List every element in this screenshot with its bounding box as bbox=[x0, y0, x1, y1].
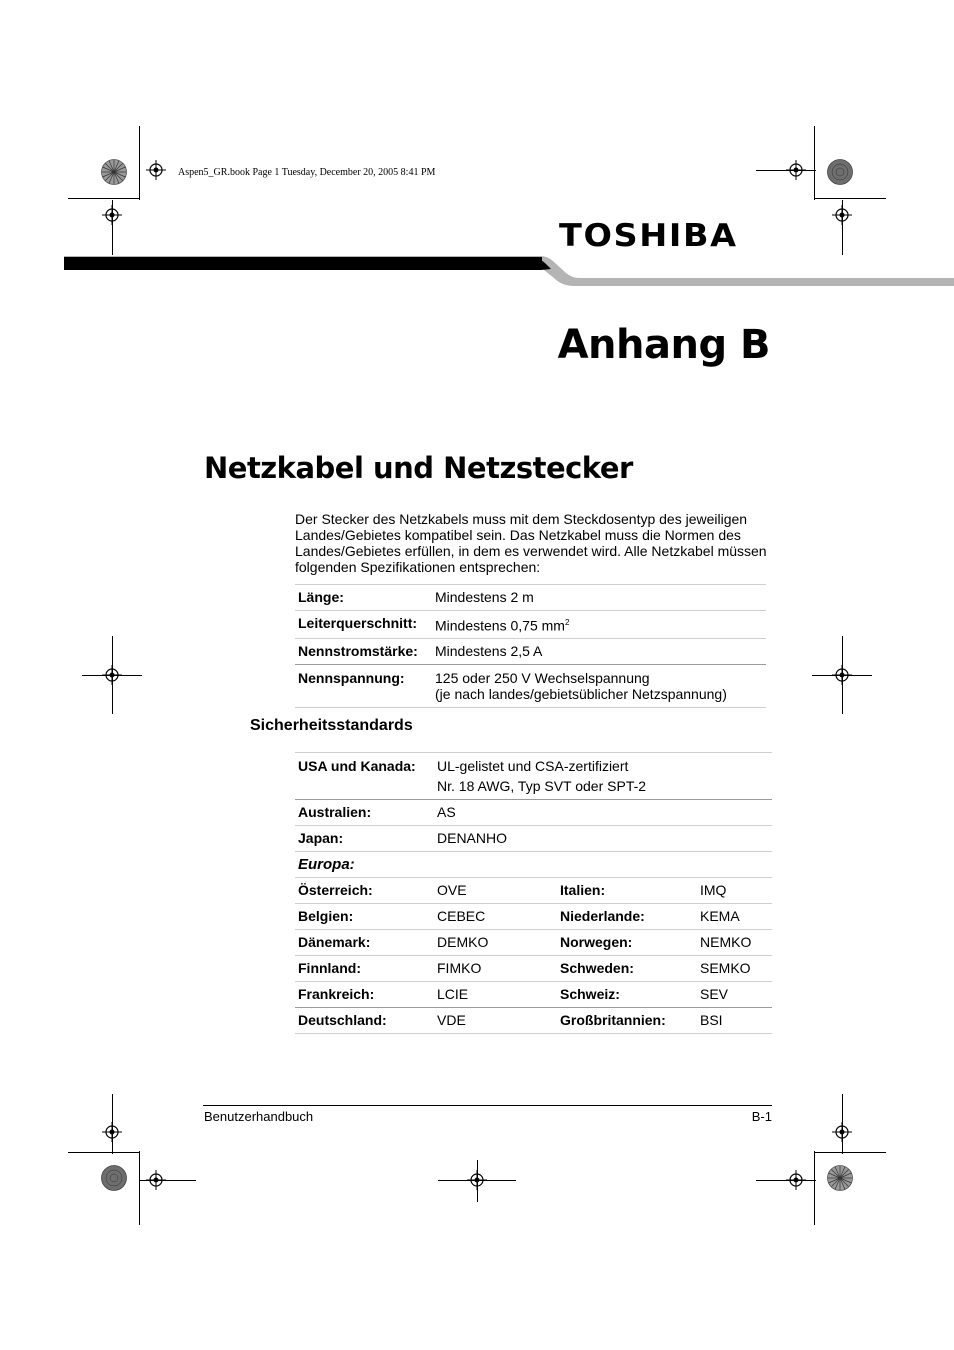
crop-line bbox=[68, 1152, 140, 1153]
table-row bbox=[295, 638, 766, 664]
color-rosette-icon bbox=[827, 159, 853, 185]
crop-line bbox=[139, 126, 140, 200]
crop-line bbox=[477, 1160, 478, 1202]
table-row bbox=[295, 878, 772, 904]
table-row bbox=[295, 585, 766, 611]
color-rosette-icon bbox=[101, 159, 127, 185]
spec-value-text: Mindestens 0,75 mm bbox=[435, 617, 565, 634]
region-value: DENANHO bbox=[437, 830, 508, 846]
country-label: Finnland: bbox=[298, 960, 361, 976]
table-row bbox=[295, 930, 772, 956]
country-standard: SEV bbox=[700, 986, 729, 1002]
country-standard: LCIE bbox=[437, 986, 469, 1002]
spec-value bbox=[432, 611, 766, 639]
region-label: Australien: bbox=[298, 804, 372, 820]
intro-paragraph: Der Stecker des Netzkabels muss mit dem Steckdosentyp des jeweiligen Landes/Gebietes kompatibel sein. Das Netzkabel muss die Normen des Landes/Gebietes erfüllen, in dem es verwendet wird. Alle Netzkabel müssen folgenden Spezifikationen entsprechen: bbox=[295, 511, 767, 575]
country-standard: FIMKO bbox=[437, 960, 482, 976]
country-label: Dänemark: bbox=[298, 934, 371, 950]
crop-line bbox=[139, 1151, 140, 1225]
crop-line bbox=[68, 198, 140, 199]
table-row bbox=[295, 904, 772, 930]
country-label: Großbritannien: bbox=[560, 1012, 666, 1028]
spec-value: Mindestens 2,5 A bbox=[435, 642, 543, 659]
country-label: Niederlande: bbox=[560, 908, 645, 924]
spec-label: Leiterquerschnitt: bbox=[298, 615, 418, 631]
region-label: Japan: bbox=[298, 830, 344, 846]
crop-line bbox=[112, 636, 113, 714]
table-row bbox=[295, 664, 766, 707]
country-label: Belgien: bbox=[298, 908, 354, 924]
country-standard: IMQ bbox=[700, 882, 727, 898]
spec-value-line: (je nach landes/gebietsüblicher Netzspannung) bbox=[435, 685, 727, 702]
crop-line bbox=[756, 1180, 816, 1181]
spec-label: Nennspannung: bbox=[298, 669, 405, 686]
crop-line bbox=[842, 636, 843, 714]
europe-heading: Europa: bbox=[298, 856, 355, 873]
country-label: Norwegen: bbox=[560, 934, 633, 950]
registration-crosshair-icon bbox=[146, 160, 166, 180]
spec-value-line: 125 oder 250 V Wechselspannung bbox=[435, 669, 650, 686]
header-band bbox=[64, 256, 954, 286]
spec-value-superscript: 2 bbox=[564, 618, 570, 627]
color-rosette-icon bbox=[827, 1165, 853, 1191]
country-standard: SEMKO bbox=[700, 960, 751, 976]
chapter-title: Anhang B bbox=[557, 322, 770, 368]
footer-page-number: B-1 bbox=[751, 1109, 772, 1124]
country-label: Schweiz: bbox=[560, 986, 620, 1002]
country-standard: KEMA bbox=[700, 908, 740, 924]
spec-label: Länge: bbox=[298, 589, 344, 605]
standards-table bbox=[295, 752, 772, 1034]
spec-value: Mindestens 2 m bbox=[435, 589, 534, 605]
region-label: USA und Kanada: bbox=[298, 758, 416, 774]
region-value: AS bbox=[437, 804, 456, 820]
country-label: Deutschland: bbox=[298, 1012, 387, 1028]
spec-value bbox=[432, 664, 766, 707]
crop-line bbox=[814, 1152, 886, 1153]
country-standard: BSI bbox=[700, 1012, 723, 1028]
country-standard: OVE bbox=[437, 882, 467, 898]
subsection-title: Sicherheitsstandards bbox=[250, 717, 413, 734]
footer-rule bbox=[203, 1105, 772, 1106]
table-row bbox=[295, 956, 772, 982]
crop-line bbox=[814, 198, 886, 199]
country-standard: NEMKO bbox=[700, 934, 752, 950]
country-standard: DEMKO bbox=[437, 934, 489, 950]
spec-label: Nennstromstärke: bbox=[298, 642, 418, 659]
table-row bbox=[295, 852, 772, 878]
country-label: Frankreich: bbox=[298, 986, 375, 1002]
crop-line bbox=[814, 1151, 815, 1225]
country-label: Italien: bbox=[560, 882, 606, 898]
country-standard: CEBEC bbox=[437, 908, 486, 924]
crop-line bbox=[842, 200, 843, 255]
spec-table bbox=[295, 584, 766, 708]
table-row bbox=[295, 982, 772, 1008]
section-title: Netzkabel und Netzstecker bbox=[204, 451, 633, 485]
crop-line bbox=[140, 1180, 196, 1181]
region-value-line: UL-gelistet und CSA-zertifiziert bbox=[437, 758, 629, 774]
region-value bbox=[434, 753, 772, 800]
color-rosette-icon bbox=[101, 1165, 127, 1191]
table-row bbox=[295, 753, 772, 800]
table-row bbox=[295, 800, 772, 826]
crop-line bbox=[112, 1094, 113, 1154]
footer-manual-name: Benutzerhandbuch bbox=[204, 1109, 314, 1124]
crop-line bbox=[756, 170, 816, 171]
table-row bbox=[295, 1008, 772, 1034]
brand-logo: TOSHIBA bbox=[559, 218, 738, 254]
crop-line bbox=[112, 200, 113, 255]
print-info-line: Aspen5_GR.book Page 1 Tuesday, December 20, 2005 8:41 PM bbox=[178, 167, 436, 178]
crop-line bbox=[842, 1094, 843, 1154]
country-label: Österreich: bbox=[298, 882, 373, 898]
table-row bbox=[295, 826, 772, 852]
crop-line bbox=[814, 126, 815, 200]
country-label: Schweden: bbox=[560, 960, 634, 976]
region-value-line: Nr. 18 AWG, Typ SVT oder SPT-2 bbox=[437, 778, 647, 794]
country-standard: VDE bbox=[437, 1012, 466, 1028]
table-row bbox=[295, 611, 766, 639]
